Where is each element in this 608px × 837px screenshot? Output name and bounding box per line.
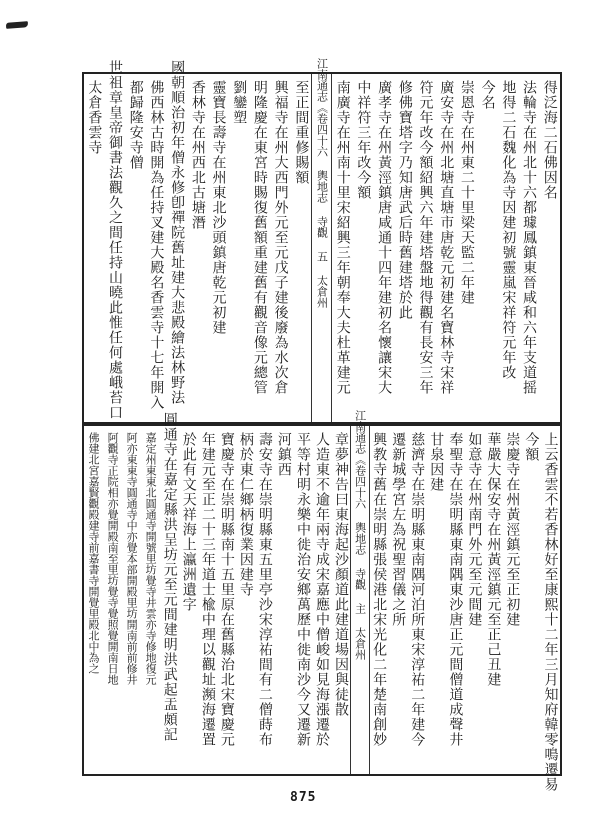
- text-column: 佛西林古時開為任持叉建大殿名香雲寺十七年開入: [148, 80, 165, 410]
- text-column: 國朝順治初年僧永修卽禪院舊址建大悲殿繪法林野法: [169, 60, 186, 405]
- text-column: 明隆慶在東宮時賜復舊額重建舊有觀音像元總管: [251, 80, 268, 395]
- text-column: 寶慶寺在崇明縣南十五里原在舊縣治北宋寶慶元: [218, 432, 235, 747]
- column-rule: [331, 74, 332, 422]
- text-column: 香林寺在州西北古塘潛: [189, 80, 206, 230]
- text-column: 圓通寺在嘉定縣洪呈坊元至元間建明洪武起盂頗記: [161, 412, 178, 742]
- text-column: 符元年改今額紹興六年建塔盤地得觀有長安三年: [417, 80, 434, 395]
- text-column: 遷新城學宮左為祝聖習儀之所: [390, 432, 407, 627]
- text-column: 甘泉因建: [428, 432, 445, 492]
- column-rule: [350, 426, 351, 774]
- text-column: 上云香雲不若香林好至康熙十二年三月知府韓零鳴遷易: [542, 432, 559, 792]
- scan-mark: [6, 21, 28, 29]
- text-column: 壽安寺在崇明縣東五里亭沙宋淳祐間有二僧蒔布: [256, 432, 273, 747]
- text-column: 河鎮西: [275, 432, 292, 477]
- text-column: 華嚴大保安寺在州黃涇鎮元至正己丑建: [485, 432, 502, 687]
- text-column: 世祖章皇帝御書法觀久之間任持山曉此惟任何處峨苔口: [107, 60, 123, 420]
- text-column: 崇慶寺在州黃涇鎮元至正初建: [504, 432, 521, 627]
- page-number: 875: [290, 790, 317, 805]
- text-column: 如意寺在州南門外元至元間建: [466, 432, 483, 627]
- text-column: 地得二石魏化為寺因建初號靈嵐宋祥符元年改: [500, 80, 517, 380]
- page-header-column: 江南通志《卷四十六 輿地志 寺觀 主 太倉州: [353, 410, 367, 660]
- column-rule: [311, 74, 312, 422]
- text-column: 法輪寺在州北十六都璩鳳鎮東晉咸和六年支道摇: [521, 80, 537, 395]
- text-column: 修佛寶塔字乃知唐武后時舊建塔於此: [396, 80, 413, 320]
- text-column: 崇恩寺在州東二十里梁天監二年建: [458, 80, 475, 305]
- text-column: 都歸隆安寺僧: [127, 80, 144, 170]
- text-column: 得泛海二石佛因名: [541, 80, 558, 200]
- text-column: 南廣寺在州南十里宋紹興三年朝奉大夫杜革建元: [334, 80, 351, 395]
- column-rule: [369, 426, 370, 774]
- text-column: 至正間重修賜額: [293, 80, 310, 185]
- page-header-column: 江南通志《卷四十六 輿地志 寺觀 五 太倉州: [315, 58, 329, 308]
- text-column: 於此有文天祥海上瀛洲遺字: [180, 432, 197, 612]
- top-text-panel: [82, 58, 562, 424]
- text-column: 今額: [523, 432, 540, 462]
- text-column: 阿亦東東寺圓通寺中亦覺本部開殿里坊開南前前修井: [125, 432, 139, 685]
- text-column: 今名: [479, 80, 496, 110]
- text-column: 太倉香雲寺: [86, 80, 103, 155]
- text-column: 廣孝寺在州黃涇鎮唐咸通十四年建初名懷讓宋大: [376, 80, 393, 395]
- text-column: 靈寶長壽寺在州東北沙頭鎮唐乾元初建: [210, 80, 227, 335]
- text-column: 人造東不逾年兩寺成宋嘉應中僧峻如見海漲遷於: [314, 432, 330, 747]
- text-column: 柄於東仁鄉柄復業因建寺: [237, 432, 254, 597]
- text-column: 平等村明永樂中徙治安鄉萬歷中徙南沙今又遷新: [295, 432, 311, 747]
- text-column: 興福寺在州大西門外元至元戊子建後廢為水次倉: [272, 80, 289, 395]
- text-column: 章夢神告曰東海起沙顏道此建道場因與徒散: [333, 432, 349, 717]
- text-column: 慈濟寺在崇明縣東南隅河泊所東宋淳祐二年建今: [409, 432, 426, 747]
- text-column: 廣安寺在州北塘直塘市唐乾元初建名寶林寺宋祥: [438, 80, 455, 395]
- bottom-text-panel: [82, 410, 562, 792]
- text-column: 中祥符三年改今額: [355, 80, 372, 200]
- text-column: 嘉定州東東北圓通寺開號里坊覺寺井雲亦寺修地復元: [144, 432, 158, 685]
- text-column: 佛建北宮嘉賢觀殿建寺前嘉書寺開覺里殿北中為之: [87, 432, 100, 674]
- text-column: 興教寺舊在崇明縣張侯港北宋光化二年楚南創妙: [371, 432, 388, 747]
- text-column: 年建元至正二十三年道士楡中理以觀址瀕海遷置: [199, 432, 216, 747]
- text-column: 奉聖寺在崇明縣東南隅東沙唐正元間僧道成聲井: [447, 432, 464, 747]
- text-column: 劉鑾塑: [231, 80, 248, 125]
- text-column: 阿觀寺正院相亦覺開殿南至里坊覺寺覺照覺開南日地: [106, 432, 120, 685]
